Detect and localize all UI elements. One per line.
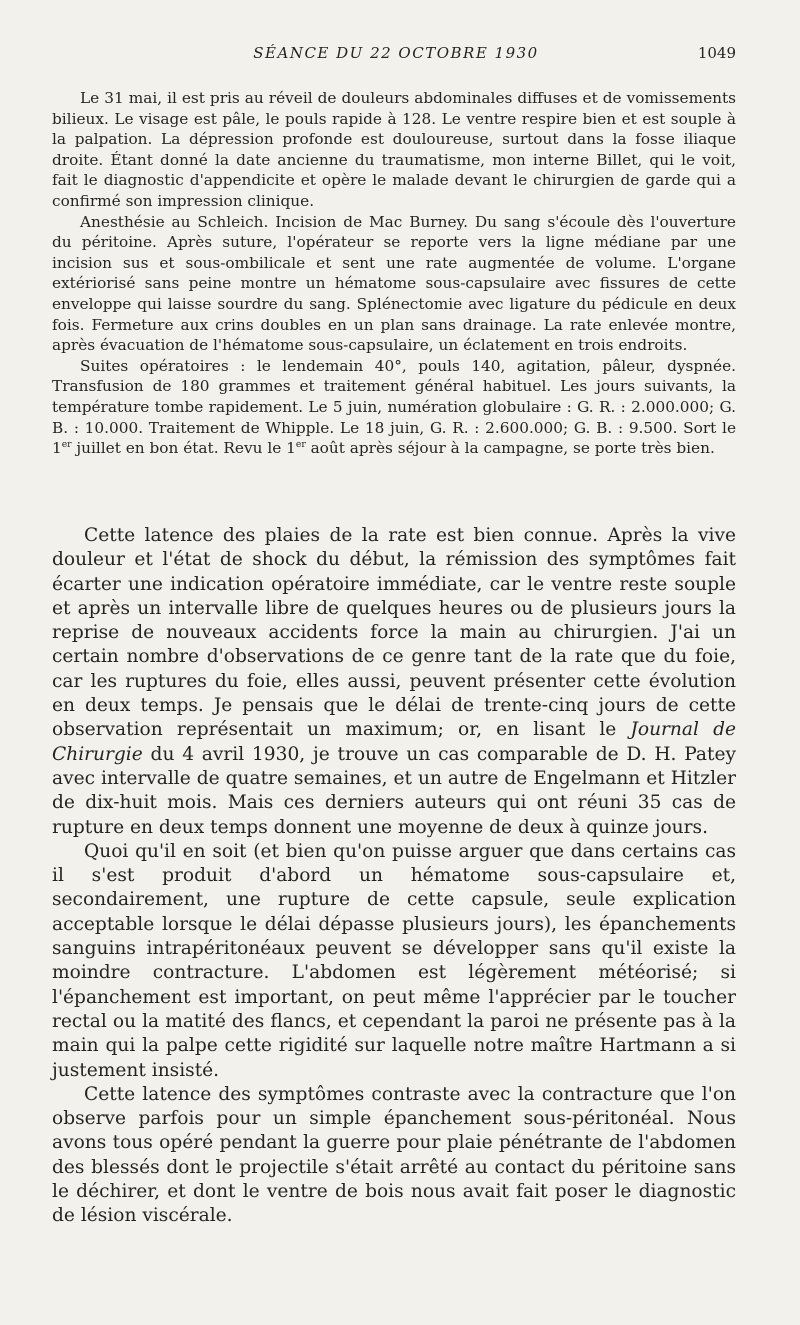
case-paragraph-operation: Anesthésie au Schleich. Incision de Mac Burney. Du sang s'écoule dès l'ouverture du péritoine. Après suture, l'opérateur se reporte vers la ligne médiane par une incision sus et sous-ombilicale et sent une rate augmentée de volume. L'organe extériorisé sans peine montre un hématome sous-capsulaire avec fissures de cette enveloppe qui laisse sourdre du sang. Splénectomie avec ligature du pédicule en deux fois. Fermeture aux crins doubles en un plan sans drainage. La rate enlevée montre, après évacuation de l'hématome sous-capsulaire, un éclatement en trois endroits. [52,212,736,355]
postop-text-1: Suites opératoires : le lendemain 40°, pouls 140, agitation, pâleur, dyspnée. Transfusion de 180 grammes et traitement général habituel. Les jours suivants, la température tombe rapidement. Le 5 juin, numération globulaire : G. R. : 2.000.000; G. B. : 10.000. Traitement de Whipple. Le 18 juin, G. R. : 2.600.000; G. B. : 9.500. Sort le 1 [52,356,736,458]
page-number: 1049 [697,44,736,62]
discussion-paragraph-contracture: Cette latence des symptômes contraste avec la contracture que l'on observe parfois pour un simple épanchement sous-péritonéal. Nous avons tous opéré pendant la guerre pour plaie pénétrante de l'abdomen des blessés dont le projectile s'était arrêté au contact du péritoine sans le déchirer, et dont le ventre de bois nous avait fait poser le diagnostic de lésion viscérale. [52,1083,736,1227]
discussion-paragraph-effusion: Quoi qu'il en soit (et bien qu'on puisse arguer que dans certains cas il s'est produit d'abord un hématome sous-capsulaire et, secondairement, une rupture de cette capsule, seule explication acceptable lorsque le délai dépasse plusieurs jours), les épanchements sanguins intrapéritonéaux peuvent se développer sans qu'il existe la moindre contracture. L'abdomen est légèrement météorisé; si l'épanchement est important, on peut même l'apprécier par le toucher rectal ou la matité des flancs, et cependant la paroi ne présente pas à la main qui la palpe cette rigidité sur laquelle notre maître Hartmann a si justement insisté. [52,840,736,1081]
postop-text-3: août après séjour à la campagne, se porte très bien. [305,439,715,458]
ordinal-superscript: er [295,439,306,450]
journal-title: Journal de Chirurgie [52,719,736,765]
case-paragraph-postop [52,356,736,459]
postop-text-2: juillet en bon état. Revu le 1 [71,439,296,458]
latency-text-1: Cette latence des plaies de la rate est bien connue. Après la vive douleur et l'état de shock du début, la rémission des symptômes fait écarter une indication opératoire immédiate, car le ventre reste souple et après un intervalle libre de quelques heures ou de plusieurs jours la reprise de nouveaux accidents force la main au chirurgien. J'ai un certain nombre d'observations de ce genre tant de la rate que du foie, car les ruptures du foie, elles aussi, peuvent présenter cette évolution en deux temps. Je pensais que le délai de trente-cinq jours de cette observation représentait un maximum; or, en lisant le [52,525,736,741]
discussion-section [52,524,736,1229]
session-title: SÉANCE DU 22 OCTOBRE 1930 [253,44,539,62]
case-paragraph-onset: Le 31 mai, il est pris au réveil de douleurs abdominales diffuses et de vomissements bilieux. Le visage est pâle, le pouls rapide à 128. Le ventre respire bien et est souple à la palpation. La dépression profonde est douloureuse, surtout dans la fosse iliaque droite. Étant donné la date ancienne du traumatisme, mon interne Billet, qui le voit, fait le diagnostic d'appendicite et opère le malade devant le chirurgien de garde qui a confirmé son impression clinique. [52,89,736,210]
ordinal-superscript: er [61,439,72,450]
discussion-paragraph-latency [52,524,736,840]
latency-text-2: du 4 avril 1930, je trouve un cas comparable de D. H. Patey avec intervalle de quatre semaines, et un autre de Engelmann et Hitzler de dix-huit mois. Mais ces derniers auteurs qui ont réuni 35 cas de rupture en deux temps donnent une moyenne de deux à quinze jours. [52,743,736,838]
case-report-section [52,88,736,459]
running-header [56,44,736,68]
